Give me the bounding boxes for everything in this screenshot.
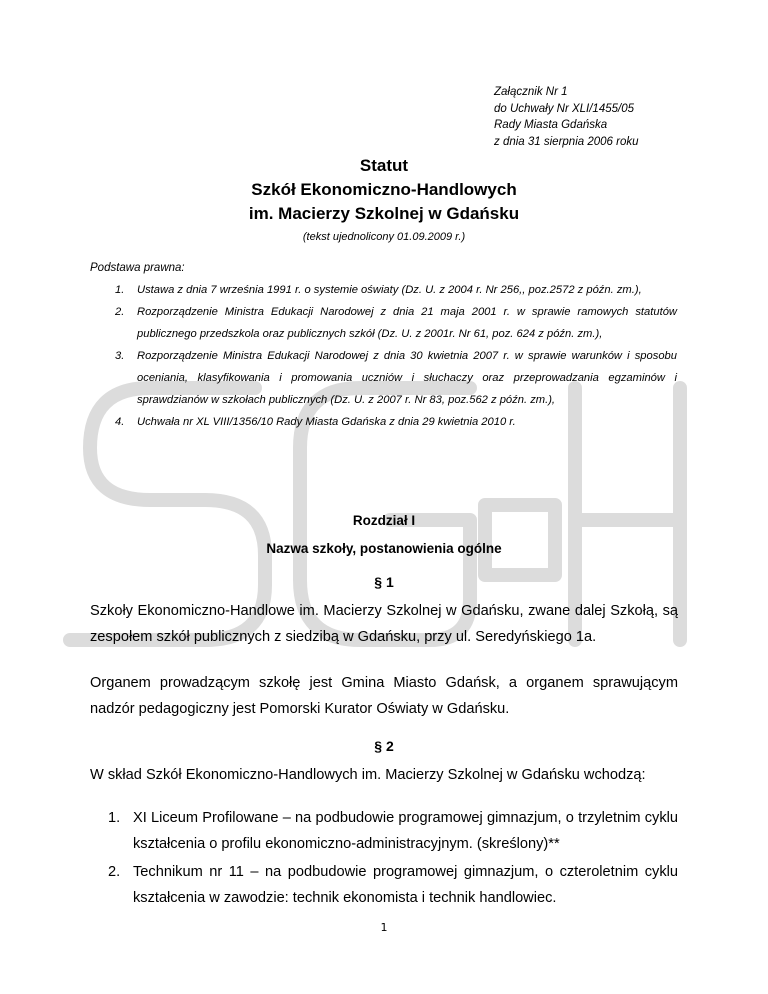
title-line-1: Statut <box>359 156 409 175</box>
school-list <box>108 805 678 913</box>
title-line-3: im. Macierzy Szkolnej w Gdańsku <box>248 204 520 223</box>
section-2-mark: § 2 <box>374 738 394 754</box>
annex-line-3: Rady Miasta Gdańska <box>494 119 608 131</box>
section-1-paragraph-1: Szkoły Ekonomiczno-Handlowe im. Macierzy Szkolnej w Gdańsku, zwane dalej Szkołą, są zespołem szkół publicznych z siedzibą w Gdańsku, przy ul. Seredyńskiego 1a. <box>90 603 678 645</box>
section-1-mark: § 1 <box>374 574 394 590</box>
legal-basis-list <box>115 279 677 433</box>
unified-text-note: (tekst ujednolicony 01.09.2009 r.) <box>302 231 466 243</box>
page-number: 1 <box>380 921 388 934</box>
legal-basis-item: 2. Rozporządzenie Ministra Edukacji Narodowej z dnia 21 maja 2001 r. w sprawie ramowych statutów publicznego przedszkola oraz publicznych szkół (Dz. U. z 2001r. Nr 61, poz. 624 z późn. zm.), <box>115 306 677 340</box>
school-list-item: 1. XI Liceum Profilowane – na podbudowie programowej gimnazjum, o trzyletnim cyklu kształcenia o profilu ekonomiczno-administracyjnym. (skreślony)** <box>108 810 678 852</box>
school-list-item: 2. Technikum nr 11 – na podbudowie programowej gimnazjum, o czteroletnim cyklu kształcenia w zawodzie: technik ekonomista i technik handlowiec. <box>108 864 678 906</box>
annex-note <box>494 84 639 150</box>
annex-line-2: do Uchwały Nr XLI/1455/05 <box>494 102 634 115</box>
title-line-2: Szkół Ekonomiczno-Handlowych <box>251 180 517 199</box>
chapter-heading: Rozdział I <box>352 513 416 528</box>
legal-basis-item: 4. Uchwała nr XL VIII/1356/10 Rady Miasta Gdańska z dnia 29 kwietnia 2010 r. <box>115 416 516 428</box>
legal-basis-item: 1. Ustawa z dnia 7 września 1991 r. o systemie oświaty (Dz. U. z 2004 r. Nr 256,, poz.2572 z późn. zm.), <box>115 284 642 296</box>
chapter-subheading: Nazwa szkoły, postanowienia ogólne <box>266 541 502 556</box>
legal-basis-item: 3. Rozporządzenie Ministra Edukacji Narodowej z dnia 30 kwietnia 2007 r. w sprawie warunków i sposobu oceniania, klasyfikowania i promowania uczniów i słuchaczy oraz przeprowadzania egzaminów i sprawdzianów w szkołach publicznych (Dz. U. z 2007 r. Nr 83, poz.562 z późn. zm.), <box>115 350 677 406</box>
annex-line-4: z dnia 31 sierpnia 2006 roku <box>494 135 639 148</box>
section-2-intro: W skład Szkół Ekonomiczno-Handlowych im. Macierzy Szkolnej w Gdańsku wchodzą: <box>90 767 646 783</box>
annex-line-1: Załącznik Nr 1 <box>494 86 568 98</box>
section-1-paragraph-2: Organem prowadzącym szkołę jest Gmina Miasto Gdańsk, a organem sprawującym nadzór pedagogiczny jest Pomorski Kurator Oświaty w Gdańsku. <box>90 675 678 717</box>
legal-basis-label: Podstawa prawna: <box>90 262 185 274</box>
